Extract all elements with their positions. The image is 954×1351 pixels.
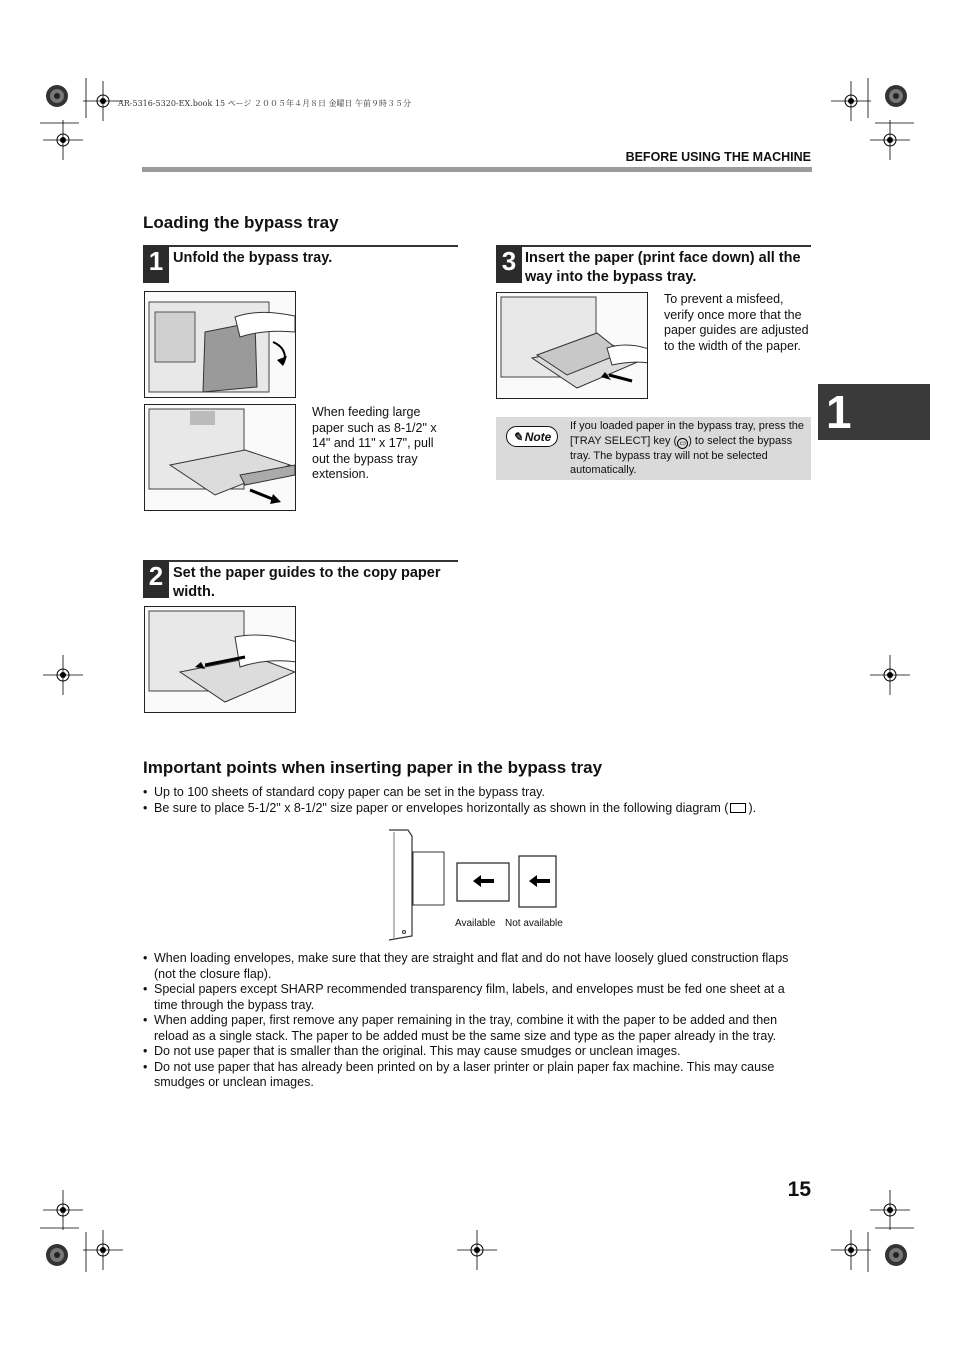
step1-number: 1 xyxy=(143,245,169,283)
step2-title: Set the paper guides to the copy paper width. xyxy=(173,565,441,600)
bullet-item xyxy=(143,801,811,817)
paper-orientation-icon xyxy=(730,803,746,813)
step2-number: 2 xyxy=(143,560,169,598)
note-badge-label: Note xyxy=(524,429,552,444)
step3-number: 3 xyxy=(496,245,522,283)
step3-rule xyxy=(496,245,811,247)
file-info: AR-5316-5320-EX.book 15 ページ ２００５年４月８日 金曜日 午前９時３５分 xyxy=(118,99,412,108)
step1-title: Unfold the bypass tray. xyxy=(173,250,333,266)
step3-title: Insert the paper (print face down) all the way into the bypass tray. xyxy=(525,250,801,285)
step1-illustration-extension xyxy=(144,404,296,511)
step3-note: To prevent a misfeed, verify once more that the paper guides are adjusted to the width of the paper. xyxy=(664,292,809,353)
important-bullets-bottom xyxy=(143,951,811,1091)
step2-rule xyxy=(143,560,458,562)
diagram-not-available-label: Not available xyxy=(505,918,563,929)
important-bullets-top xyxy=(143,785,811,816)
chapter-tab: 1 xyxy=(818,384,930,440)
bullet-text: Be sure to place 5-1/2" x 8-1/2" size paper or envelopes horizontally as shown in the following diagram ( xyxy=(154,800,729,815)
bullet-text-end: ). xyxy=(748,800,757,815)
note-text xyxy=(570,419,806,478)
bullet-item: • Special papers except SHARP recommended transparency film, labels, and envelopes must be fed one sheet at a time through the bypass tray. xyxy=(143,982,811,1013)
bullet-item: • Up to 100 sheets of standard copy paper can be set in the bypass tray. xyxy=(143,785,811,801)
step1-rule xyxy=(143,245,458,247)
loading-title: Loading the bypass tray xyxy=(143,213,339,232)
step1-note: When feeding large paper such as 8-1/2" x 14" and 11" x 17", pull out the bypass tray extension. xyxy=(312,405,437,481)
step3-illustration-insert xyxy=(496,292,648,399)
note-text-before: If you loaded paper in the bypass tray, press the [TRAY SELECT] key ( xyxy=(570,420,804,447)
bullet-item: • When loading envelopes, make sure that they are straight and flat and do not have loosely glued construction flaps (not the closure flap). xyxy=(143,951,811,982)
note-badge xyxy=(506,426,558,447)
diagram-available-label: Available xyxy=(455,918,496,929)
bullet-item: • Do not use paper that has already been printed on by a laser printer or plain paper fax machine. This may cause smudges or unclean images. xyxy=(143,1060,811,1091)
step2-illustration-guides xyxy=(144,606,296,713)
section-header: BEFORE USING THE MACHINE xyxy=(625,150,811,164)
page-number: 15 xyxy=(787,1178,811,1201)
header-rule xyxy=(142,167,812,172)
pencil-icon: ✎ xyxy=(512,429,523,444)
bullet-item: • Do not use paper that is smaller than the original. This may cause smudges or unclean images. xyxy=(143,1044,811,1060)
tray-select-key-icon: ▭ xyxy=(677,438,688,449)
bullet-item: • When adding paper, first remove any paper remaining in the tray, combine it with the paper to be added and then reload as a single stack. The paper to be added must be the same size and type as the paper already in the tray. xyxy=(143,1013,811,1044)
step1-illustration-unfold xyxy=(144,291,296,398)
note-text-after: ) to select the bypass tray. The bypass tray will not be selected automatically. xyxy=(570,434,793,476)
important-title: Important points when inserting paper in the bypass tray xyxy=(143,758,603,777)
